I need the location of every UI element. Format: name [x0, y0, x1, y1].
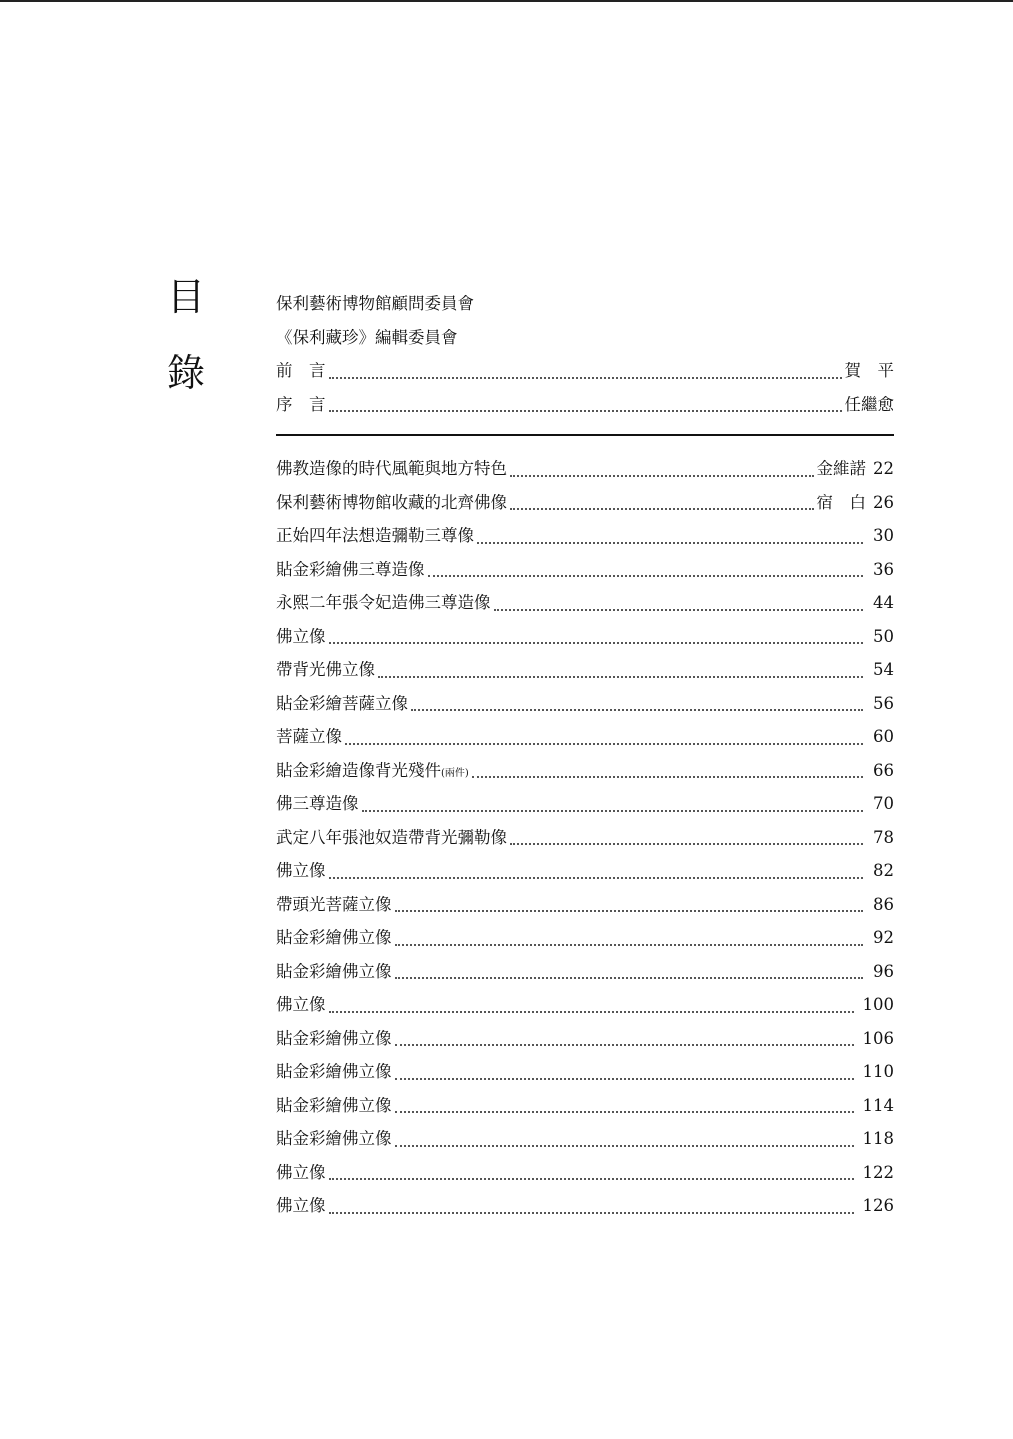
toc-entry-page: 50 — [873, 626, 894, 646]
dot-leader — [329, 410, 842, 412]
toc-entry[interactable] — [276, 1022, 894, 1056]
toc-entry-title — [276, 888, 392, 922]
dot-leader — [395, 1044, 854, 1046]
toc-entry-title — [276, 787, 359, 821]
toc-entry[interactable] — [276, 821, 894, 855]
toc-entry-title — [276, 1156, 326, 1190]
toc-entry[interactable] — [276, 486, 894, 520]
toc-entry[interactable] — [276, 1089, 894, 1123]
dot-leader — [395, 1145, 854, 1147]
committee-line: 保利藝術博物館顧問委員會 — [276, 294, 474, 313]
toc-entry-title-text: 貼金彩繪佛立像 — [276, 928, 392, 947]
dot-leader — [411, 709, 863, 711]
toc-entry-title — [276, 1122, 392, 1156]
toc-entry-title-text: 貼金彩繪佛三尊造像 — [276, 559, 425, 579]
table-of-contents — [276, 287, 894, 1223]
toc-entry-title-text: 佛立像 — [276, 1196, 326, 1215]
toc-entry-title — [276, 921, 392, 955]
toc-entry-page: 22 — [873, 459, 894, 478]
toc-entry-title — [276, 1189, 326, 1223]
toc-entry[interactable] — [276, 854, 894, 888]
toc-entry-title-text: 菩薩立像 — [276, 727, 342, 746]
toc-entry-author: 任繼愈 — [844, 394, 894, 414]
toc-entry-title — [276, 1089, 392, 1123]
toc-entry-page: 36 — [873, 559, 894, 579]
toc-entry-title — [276, 854, 326, 888]
toc-entry-page: 86 — [873, 894, 894, 914]
committee-line: 《保利藏珍》編輯委員會 — [276, 327, 458, 347]
toc-entry[interactable] — [276, 519, 894, 553]
toc-entry-author: 宿 白 — [816, 492, 866, 512]
toc-entry-title — [276, 620, 326, 654]
toc-entry-title — [276, 754, 469, 791]
toc-entry-title-text: 正始四年法想造彌勒三尊像 — [276, 526, 474, 545]
toc-entry-page: 56 — [873, 693, 894, 713]
toc-entry-title: 保利藝術博物館收藏的北齊佛像 — [276, 492, 507, 512]
toc-entry-title-text: 佛立像 — [276, 626, 326, 646]
toc-entry-title-text: 貼金彩繪佛立像 — [276, 1095, 392, 1115]
toc-entry[interactable] — [276, 687, 894, 721]
toc-entry-note: (兩件) — [441, 767, 469, 779]
toc-entry[interactable] — [276, 1156, 894, 1190]
toc-entry[interactable] — [276, 988, 894, 1022]
toc-entry-title — [276, 687, 408, 721]
toc-entry-page: 122 — [862, 1162, 894, 1182]
dot-leader — [510, 508, 814, 510]
toc-entry-title-text: 貼金彩繪佛立像 — [276, 961, 392, 981]
toc-entry-page: 126 — [862, 1196, 894, 1215]
toc-entry-page: 66 — [873, 760, 894, 780]
toc-entry-title — [276, 586, 491, 620]
dot-leader — [329, 642, 864, 644]
dot-leader — [329, 1212, 854, 1214]
toc-entry-title-text: 貼金彩繪造像背光殘件 — [276, 760, 441, 780]
dot-leader — [329, 1178, 854, 1180]
toc-entry-page: 30 — [873, 526, 894, 545]
dot-leader — [510, 475, 814, 477]
toc-entry-title-text: 貼金彩繪佛立像 — [276, 1062, 392, 1081]
toc-entry[interactable] — [276, 553, 894, 587]
toc-entry-page: 96 — [873, 961, 894, 981]
dot-leader — [395, 977, 864, 979]
toc-entry[interactable] — [276, 720, 894, 754]
toc-entry-title-text: 永熙二年張令妃造佛三尊造像 — [276, 593, 491, 612]
dot-leader — [510, 843, 863, 845]
page-top-rule — [0, 0, 1013, 2]
dot-leader — [428, 575, 864, 577]
toc-entry-title-text: 佛立像 — [276, 861, 326, 880]
toc-entry-title — [276, 1022, 392, 1056]
toc-entry-author: 賀 平 — [844, 361, 894, 380]
toc-entry-title-text: 佛立像 — [276, 995, 326, 1014]
contents-heading-char: 目 — [166, 275, 205, 319]
toc-entry-title-text: 貼金彩繪菩薩立像 — [276, 693, 408, 713]
dot-leader — [494, 609, 864, 611]
dot-leader — [329, 877, 864, 879]
essay-list — [276, 452, 894, 519]
dot-leader — [395, 944, 864, 946]
toc-entry[interactable] — [276, 1055, 894, 1089]
toc-entry-page: 26 — [873, 492, 894, 512]
toc-entry-page: 92 — [873, 928, 894, 947]
toc-entry-title — [276, 720, 342, 754]
toc-entry-title-text: 佛立像 — [276, 1162, 326, 1182]
toc-entry[interactable] — [276, 620, 894, 654]
toc-entry-page: 100 — [862, 995, 894, 1014]
toc-entry-page: 70 — [873, 794, 894, 813]
toc-entry[interactable] — [276, 586, 894, 620]
toc-entry[interactable] — [276, 787, 894, 821]
toc-entry-title: 佛教造像的時代風範與地方特色 — [276, 459, 507, 478]
toc-entry-title — [276, 955, 392, 989]
toc-entry[interactable] — [276, 1122, 894, 1156]
toc-entry-title-text: 貼金彩繪佛立像 — [276, 1028, 392, 1048]
toc-entry-title-text: 佛三尊造像 — [276, 794, 359, 813]
dot-leader — [395, 1078, 854, 1080]
entry-list — [276, 519, 894, 1223]
toc-entry-foreword[interactable] — [276, 354, 894, 388]
toc-entry-preface[interactable] — [276, 388, 894, 422]
toc-entry-title — [276, 821, 507, 855]
toc-entry-page: 54 — [873, 660, 894, 679]
toc-entry-page: 114 — [862, 1095, 894, 1115]
toc-entry-title: 前 言 — [276, 361, 326, 380]
dot-leader — [345, 743, 863, 745]
toc-entry[interactable] — [276, 955, 894, 989]
toc-entry-author: 金維諾 — [816, 459, 866, 478]
dot-leader — [472, 776, 863, 778]
toc-entry-page: 44 — [873, 593, 894, 612]
toc-entry[interactable] — [276, 754, 894, 788]
dot-leader — [329, 1011, 854, 1013]
toc-entry-page: 110 — [862, 1062, 894, 1081]
dot-leader — [378, 676, 863, 678]
toc-entry[interactable] — [276, 653, 894, 687]
toc-entry-title-text: 武定八年張池奴造帶背光彌勒像 — [276, 827, 507, 847]
toc-entry-title — [276, 653, 375, 687]
toc-entry-title-text: 帶頭光菩薩立像 — [276, 894, 392, 914]
toc-entry-title-text: 帶背光佛立像 — [276, 660, 375, 679]
section-divider — [276, 434, 894, 436]
dot-leader — [395, 910, 864, 912]
dot-leader — [395, 1111, 854, 1113]
toc-entry-title — [276, 519, 474, 553]
toc-entry[interactable] — [276, 1189, 894, 1223]
toc-entry-page: 60 — [873, 727, 894, 746]
contents-heading-char: 錄 — [166, 351, 205, 395]
toc-entry-page: 78 — [873, 827, 894, 847]
dot-leader — [477, 542, 863, 544]
toc-entry-title — [276, 1055, 392, 1089]
toc-entry-title — [276, 553, 425, 587]
contents-heading — [164, 275, 208, 395]
toc-entry[interactable] — [276, 921, 894, 955]
toc-entry[interactable] — [276, 452, 894, 486]
toc-entry-title: 序 言 — [276, 394, 326, 414]
toc-entry-page: 106 — [862, 1028, 894, 1048]
toc-entry-title — [276, 988, 326, 1022]
dot-leader — [362, 810, 864, 812]
toc-entry-title-text: 貼金彩繪佛立像 — [276, 1129, 392, 1148]
toc-entry[interactable] — [276, 888, 894, 922]
toc-entry-page: 118 — [862, 1129, 894, 1148]
dot-leader — [329, 377, 842, 379]
toc-entry-page: 82 — [873, 861, 894, 880]
